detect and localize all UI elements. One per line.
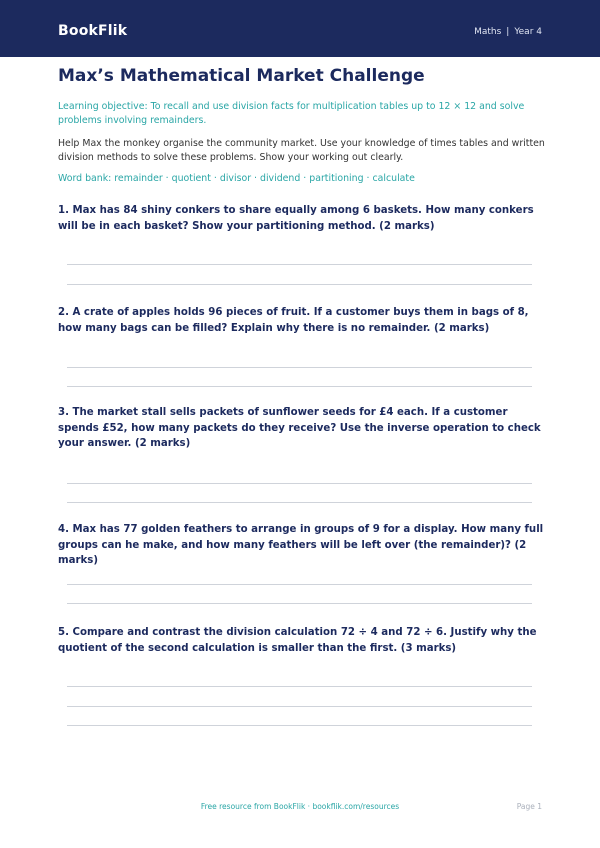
answer-line[interactable] xyxy=(67,483,532,484)
answer-line[interactable] xyxy=(67,725,532,726)
learning-objective: Learning objective: To recall and use division facts for multiplication tables up to 12 × 12 and solve problems involving remainders. xyxy=(58,101,525,126)
answer-line[interactable] xyxy=(67,584,532,585)
worksheet-title: Max’s Mathematical Market Challenge xyxy=(58,66,425,86)
question-3: 3. The market stall sells packets of sunflower seeds for £4 each. If a customer spends £52, how many packets do they receive? Use the inverse operation to check your answer. (2 marks) xyxy=(58,407,541,449)
brand-logo[interactable]: BookFlik xyxy=(58,23,128,39)
answer-line[interactable] xyxy=(67,367,532,368)
footer-credit[interactable]: Free resource from BookFlik · bookflik.com/resources xyxy=(200,802,400,811)
answer-line[interactable] xyxy=(67,706,532,707)
word-bank: Word bank: remainder · quotient · divisor · dividend · partitioning · calculate xyxy=(58,173,415,184)
answer-line[interactable] xyxy=(67,386,532,387)
question-2: 2. A crate of apples holds 96 pieces of fruit. If a customer buys them in bags of 8, how many bags can be filled? Explain why there is no remainder. (2 marks) xyxy=(58,307,529,334)
separator: | xyxy=(506,27,510,37)
year-label: Year 4 xyxy=(514,27,542,37)
answer-line[interactable] xyxy=(67,502,532,503)
question-1: 1. Max has 84 shiny conkers to share equally among 6 baskets. How many conkers will be in each basket? Show your partitioning method. (2 marks) xyxy=(58,205,534,232)
question-4: 4. Max has 77 golden feathers to arrange in groups of 9 for a display. How many full groups can he make, and how many feathers will be left over (the remainder)? (2 marks) xyxy=(58,524,544,566)
answer-line[interactable] xyxy=(67,603,532,604)
header-bar xyxy=(0,0,600,57)
answer-line[interactable] xyxy=(67,284,532,285)
intro-text: Help Max the monkey organise the community market. Use your knowledge of times tables and written division methods to solve these problems. Show your working out clearly. xyxy=(58,138,545,163)
page-number: Page 1 xyxy=(516,802,542,811)
subject-year-label xyxy=(474,27,542,37)
subject-label: Maths xyxy=(474,27,502,37)
answer-line[interactable] xyxy=(67,264,532,265)
answer-line[interactable] xyxy=(67,686,532,687)
question-5: 5. Compare and contrast the division calculation 72 ÷ 4 and 72 ÷ 6. Justify why the quotient of the second calculation is smaller than the first. (3 marks) xyxy=(58,627,537,654)
